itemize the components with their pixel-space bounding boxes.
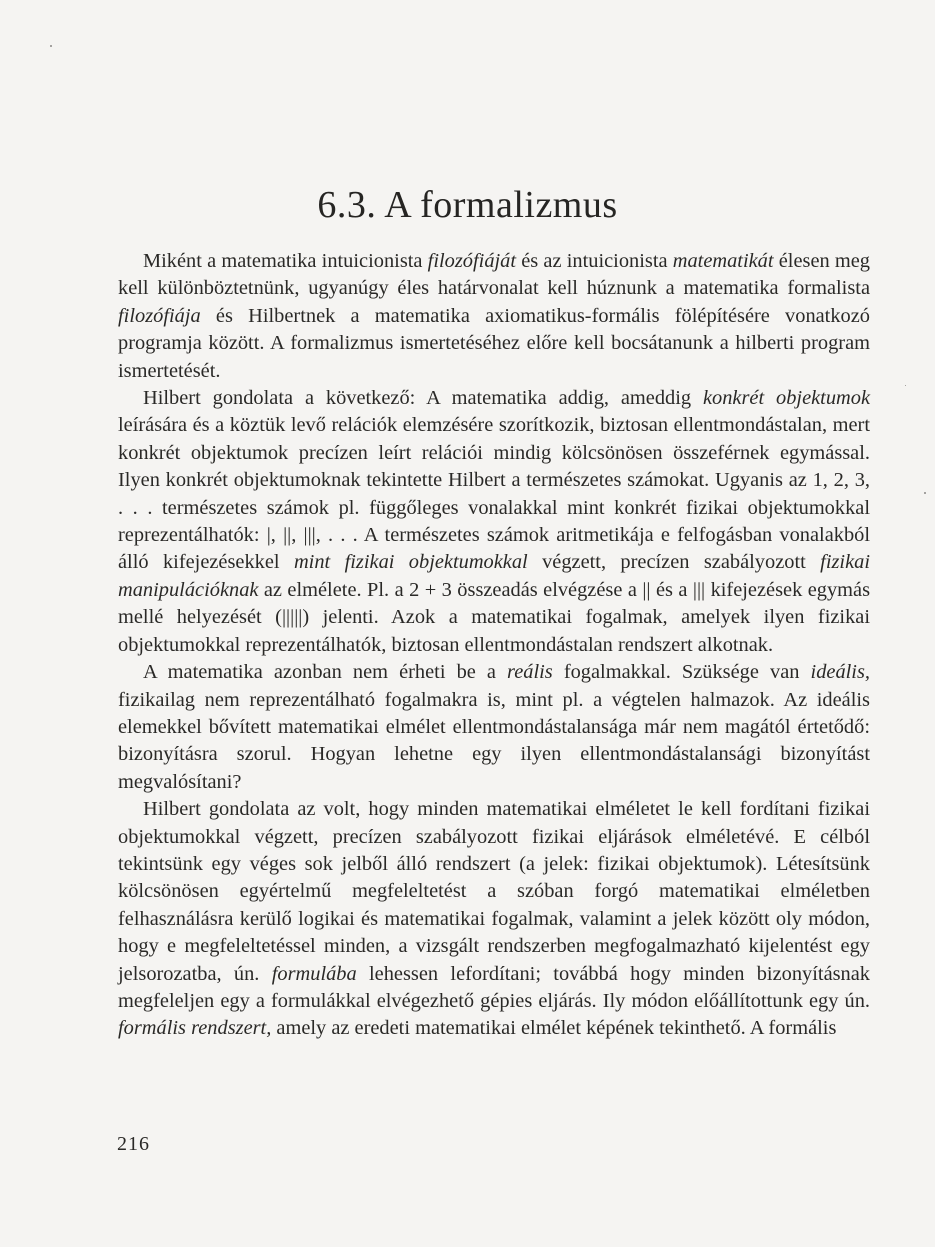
text-run: élesen meg kell különböztetnünk, ugyanúgy éles határvonalat kell húznunk a matematika formalista	[118, 250, 870, 300]
scan-speck	[50, 45, 52, 47]
italic-text: formális rendszert,	[118, 1017, 272, 1040]
paragraph	[118, 659, 870, 796]
page-number: 216	[117, 1133, 150, 1155]
paragraph	[118, 385, 870, 659]
italic-text: filozófiája	[118, 304, 201, 327]
body-text	[118, 248, 870, 1043]
italic-text: reális	[507, 661, 553, 684]
text-run: amely az eredeti matematikai elmélet képének tekinthető. A formális	[271, 1017, 837, 1040]
italic-text: mint fizikai objektumokkal	[293, 551, 528, 574]
text-run: leírására és a köztük levő relációk elemzésére szorítkozik, biztosan ellentmondástalan, mert konkrét objektumok precízen leírt relációi mindig kölcsönösen összeférnek egymással. Ilyen konkrét objektumoknak tekintette Hilbert a természetes számokat. Ugyanis az 1, 2, 3, . . . természetes számok pl. függőleges vonalakkal mint konkrét fizikai objektumokkal reprezentálhatók: |, ||, |||, . . . A természetes számok aritmetikája e felfogásban vonalakból álló kifejezésekkel	[118, 414, 870, 574]
scan-speck	[924, 492, 926, 494]
text-run: és az intuicionista	[516, 250, 673, 272]
text-run: és Hilbertnek a matematika axiomatikus-formális fölépítésére vonatkozó programja között. A formalizmus ismertetéséhez előre kell bocsátanunk a hilberti program ismertetését.	[118, 304, 870, 382]
italic-text: matematikát	[672, 250, 774, 272]
text-run: Hilbert gondolata a következő: A matematika addig, ameddig	[143, 387, 703, 410]
text-run: fogalmakkal. Szüksége van	[552, 661, 811, 684]
paragraph	[118, 796, 870, 1043]
italic-text: ideális,	[810, 661, 871, 684]
italic-text: formulába	[271, 962, 357, 985]
scan-speck	[905, 385, 906, 386]
text-run: A matematika azonban nem érheti be a	[143, 661, 508, 684]
text-run: végzett, precízen szabályozott	[527, 551, 821, 574]
section-title: 6.3. A formalizmus	[317, 184, 618, 226]
italic-text: fizikai manipulációknak	[118, 551, 870, 601]
italic-text: konkrét objektumok	[702, 387, 871, 410]
text-run: az elmélete. Pl. a 2 + 3 összeadás elvégzése a || és a ||| kifejezések egymás mellé helyezését (|||||) jelenti. Azok a matematikai fogalmak, amelyek ilyen fizikai objektumokkal reprezentálhatók, biztosan ellentmondástalan rendszert alkotnak.	[118, 578, 870, 656]
text-run: Miként a matematika intuicionista	[143, 250, 428, 272]
text-run: fizikailag nem reprezentálható fogalmakra is, mint pl. a végtelen halmazok. Az ideális elemekkel bővített matematikai elmélet ellentmondástalansága már nem magától értetődő: bizonyításra szorul. Hogyan lehetne egy ilyen ellentmondástalansági bizonyítást megvalósítani?	[118, 688, 870, 793]
text-run: Hilbert gondolata az volt, hogy minden matematikai elméletet le kell fordítani fizikai objektumokkal végzett, precízen szabályozott fizikai eljárások elméletévé. E célból tekintsünk egy véges sok jelből álló rendszert (a jelek: fizikai objektumok). Létesítsünk kölcsönösen egyértelmű megfeleltetést a szóban forgó matematikai elméletben felhasználásra kerülő logikai és matematikai fogalmak, valamint a jelek között oly módon, hogy e megfeleltetéssel minden, a vizsgált rendszerben megfogalmazható kijelentést egy jelsorozatba, ún.	[118, 798, 870, 985]
paragraph	[118, 248, 870, 385]
text-run: lehessen lefordítani; továbbá hogy minden bizonyításnak megfeleljen egy a formulákkal elvégezhető gépies eljárás. Ily módon előállítottunk egy ún.	[118, 962, 870, 1012]
italic-text: filozófiáját	[427, 250, 517, 272]
